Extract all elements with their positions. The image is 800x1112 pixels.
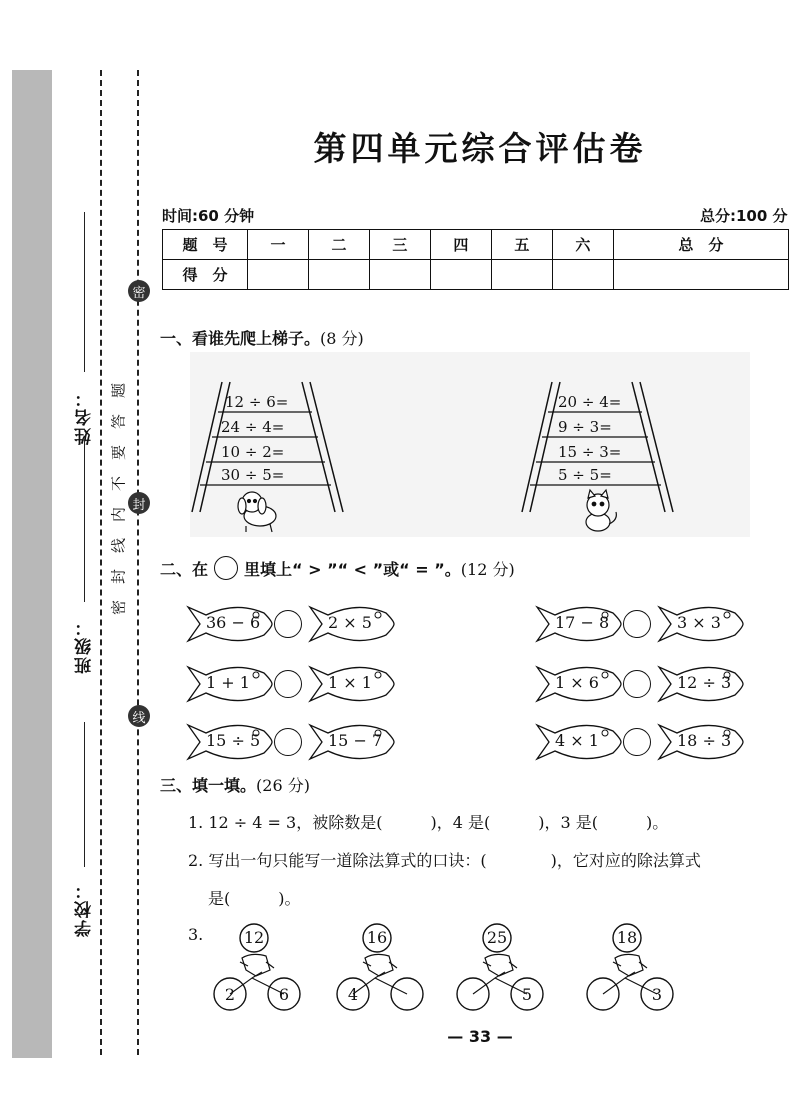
class-label: 班级： bbox=[75, 617, 95, 674]
comparison-blank-circle[interactable] bbox=[274, 670, 302, 698]
ladder-right-rung: 20 ÷ 4= bbox=[558, 393, 622, 411]
name-label: 姓名： bbox=[75, 388, 95, 445]
section1-title: 一、看谁先爬上梯子。(8 分) bbox=[160, 329, 364, 348]
comparison-blank-circle[interactable] bbox=[274, 610, 302, 638]
comparison-blank-circle[interactable] bbox=[623, 728, 651, 756]
bike-right-wheel-number: 5 bbox=[521, 985, 533, 1004]
score-header-cell: 五 bbox=[491, 230, 552, 260]
seal-feng: 封 bbox=[128, 492, 150, 514]
total-score: 总分:100 分 bbox=[700, 207, 788, 225]
score-header-cell: 四 bbox=[430, 230, 491, 260]
bike-head-number: 12 bbox=[243, 928, 265, 947]
bike-head-number: 18 bbox=[616, 928, 638, 947]
circle-icon bbox=[214, 556, 238, 580]
score-cell[interactable] bbox=[430, 260, 491, 290]
ladder-left-rung: 12 ÷ 6= bbox=[225, 393, 289, 411]
comparison-blank-circle[interactable] bbox=[623, 610, 651, 638]
fish-expression: 1 × 6 bbox=[555, 673, 599, 692]
bike-right-wheel-number: 3 bbox=[651, 985, 663, 1004]
page-number: — 33 — bbox=[447, 1027, 513, 1046]
ladder-right-rung: 5 ÷ 5= bbox=[558, 466, 612, 484]
page-title: 第四单元综合评估卷 bbox=[313, 129, 647, 168]
score-header-cell: 总 分 bbox=[613, 230, 788, 260]
ladder-left-rung: 30 ÷ 5= bbox=[221, 466, 285, 484]
kitten-icon bbox=[586, 490, 616, 531]
score-cell[interactable] bbox=[613, 260, 788, 290]
fish-expression: 4 × 1 bbox=[555, 731, 599, 750]
bike-head-number: 25 bbox=[486, 928, 508, 947]
score-header-cell: 题 号 bbox=[163, 230, 248, 260]
fish-expression: 36 − 6 bbox=[206, 613, 261, 632]
bike-left-wheel-number: 4 bbox=[347, 985, 359, 1004]
score-cell[interactable] bbox=[308, 260, 369, 290]
score-header-cell: 三 bbox=[369, 230, 430, 260]
question-1: 1. 12 ÷ 4 = 3，被除数是( )，4 是( )，3 是( )。 bbox=[188, 813, 669, 832]
comparison-blank-circle[interactable] bbox=[274, 728, 302, 756]
section3-title: 三、填一填。(26 分) bbox=[160, 776, 310, 795]
seal-mi: 密 bbox=[128, 280, 150, 302]
score-cell[interactable] bbox=[491, 260, 552, 290]
margin-warning: 题 答 要 不 内 线 封 密 bbox=[109, 383, 128, 616]
score-table bbox=[162, 229, 789, 290]
fish-expression: 17 − 8 bbox=[555, 613, 610, 632]
section2-title: 二、在 里填上“ > ”“ < ”或“ = ”。 (12 分) bbox=[160, 556, 515, 580]
fish-expression: 15 ÷ 5 bbox=[206, 731, 261, 750]
dashed-line-inner bbox=[137, 70, 139, 1055]
score-table-header-row bbox=[163, 230, 789, 260]
score-header-cell: 一 bbox=[248, 230, 309, 260]
score-row-label: 得 分 bbox=[163, 260, 248, 290]
fish-expression: 2 × 5 bbox=[328, 613, 372, 632]
bike-left-wheel-number: 2 bbox=[224, 985, 236, 1004]
class-blank-line bbox=[84, 440, 85, 602]
score-header-cell: 六 bbox=[552, 230, 613, 260]
dashed-line-outer bbox=[100, 70, 102, 1055]
fish-expression: 12 ÷ 3 bbox=[677, 673, 732, 692]
score-header-cell: 二 bbox=[308, 230, 369, 260]
ladder-left-rung: 24 ÷ 4= bbox=[221, 418, 285, 436]
score-cell[interactable] bbox=[552, 260, 613, 290]
question-2: 2. 写出一句只能写一道除法算式的口诀：( )，它对应的除法算式 bbox=[188, 851, 701, 870]
fish-expression: 1 + 1 bbox=[206, 673, 250, 692]
bike-right-wheel-number: 6 bbox=[278, 985, 290, 1004]
score-table-score-row bbox=[163, 260, 789, 290]
fish-expression: 18 ÷ 3 bbox=[677, 731, 732, 750]
bike-head-number: 16 bbox=[366, 928, 388, 947]
fish-expression: 1 × 1 bbox=[328, 673, 372, 692]
seal-xian: 线 bbox=[128, 705, 150, 727]
score-cell[interactable] bbox=[369, 260, 430, 290]
ladder-left-rung: 10 ÷ 2= bbox=[221, 443, 285, 461]
school-blank-line bbox=[84, 722, 85, 867]
time-limit: 时间:60 分钟 bbox=[162, 207, 255, 225]
binding-strip bbox=[12, 70, 52, 1058]
name-blank-line bbox=[84, 212, 85, 372]
question-3: 3. bbox=[188, 925, 204, 944]
ladder-right-rung: 15 ÷ 3= bbox=[558, 443, 622, 461]
score-cell[interactable] bbox=[248, 260, 309, 290]
comparison-blank-circle[interactable] bbox=[623, 670, 651, 698]
ladder-right-rung: 9 ÷ 3= bbox=[558, 418, 612, 436]
fish-expression: 3 × 3 bbox=[677, 613, 721, 632]
school-label: 学校： bbox=[75, 880, 95, 937]
question-2-cont: 是( )。 bbox=[208, 889, 301, 908]
puppy-icon bbox=[238, 492, 276, 532]
fish-expression: 15 − 7 bbox=[328, 731, 383, 750]
